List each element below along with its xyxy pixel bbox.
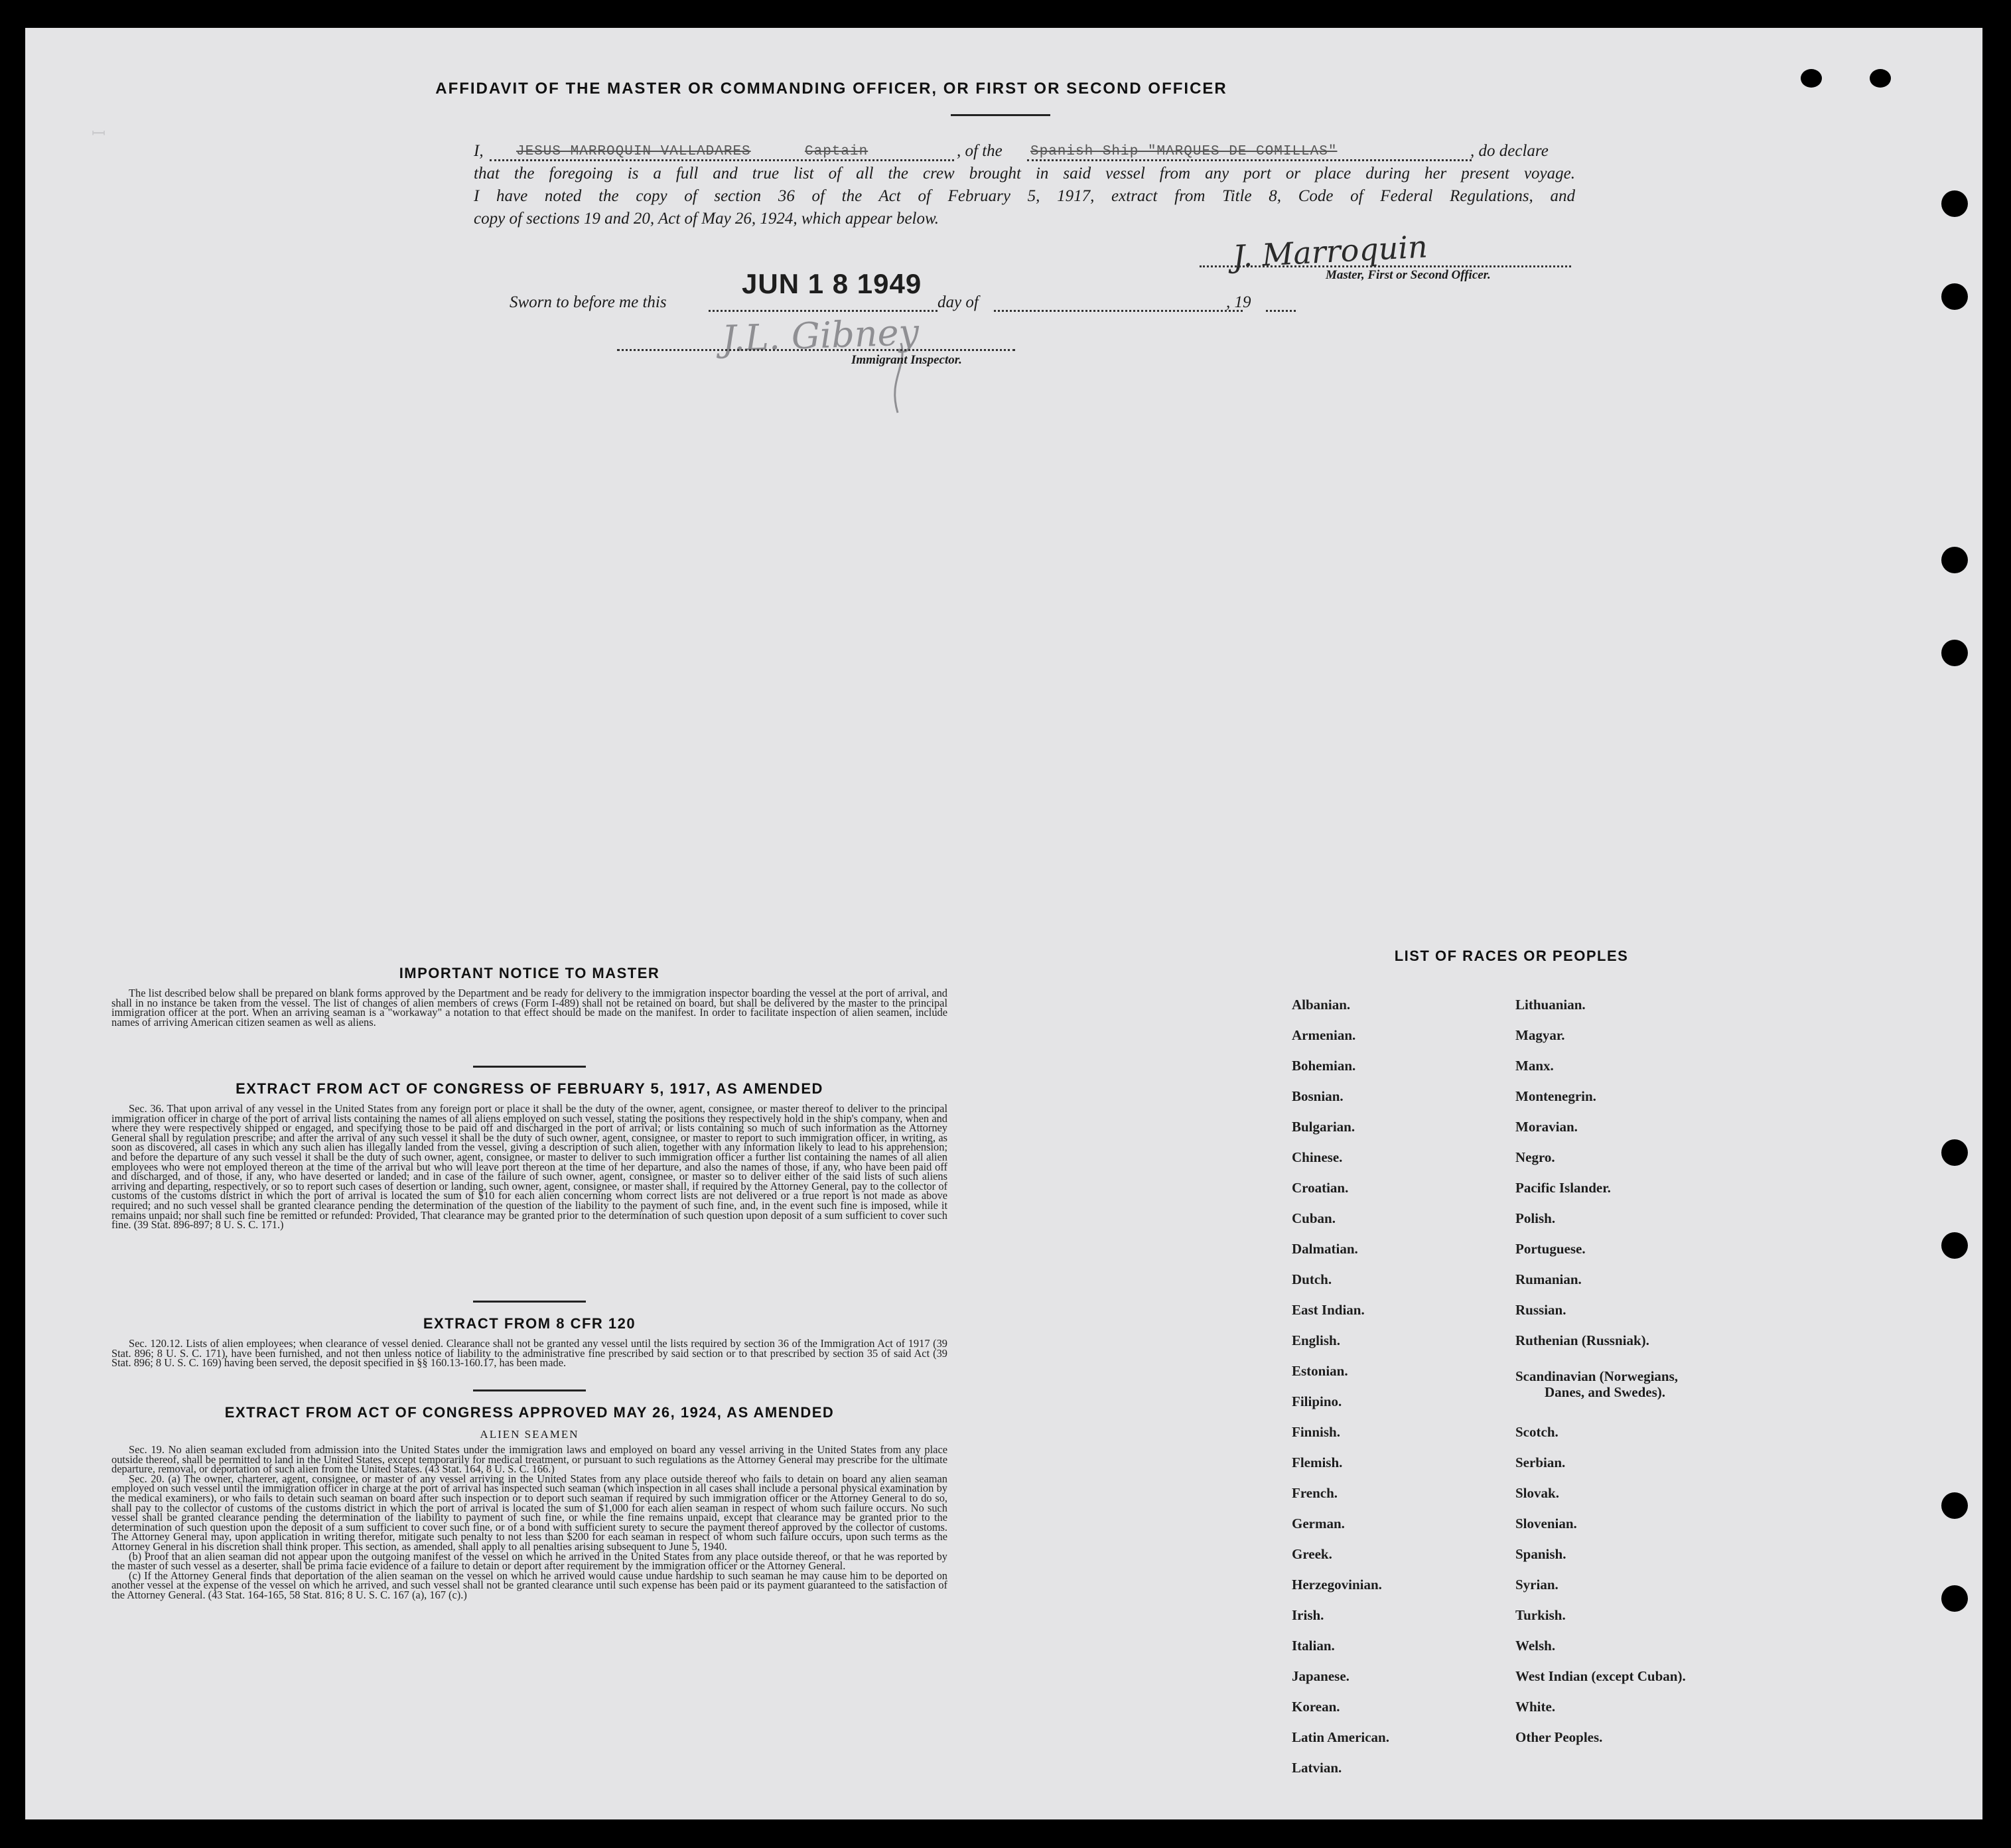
extract-1924-body <box>111 1445 947 1600</box>
race-item: Moravian. <box>1515 1119 1578 1135</box>
race-item: Latvian. <box>1292 1760 1342 1776</box>
race-item: Pacific Islander. <box>1515 1180 1611 1196</box>
race-item: Negro. <box>1515 1149 1555 1165</box>
race-item: Dutch. <box>1292 1271 1332 1287</box>
race-item: Albanian. <box>1292 997 1351 1013</box>
punch-hole-icon <box>1941 283 1968 310</box>
race-item: Welsh. <box>1515 1638 1556 1654</box>
race-item: Greek. <box>1292 1546 1332 1562</box>
race-item: Chinese. <box>1292 1149 1343 1165</box>
extract-1924-subtitle: ALIEN SEAMEN <box>480 1428 579 1441</box>
notice-title: IMPORTANT NOTICE TO MASTER <box>399 965 660 981</box>
divider <box>473 1389 586 1391</box>
form-page <box>25 28 1982 1819</box>
race-item: Lithuanian. <box>1515 997 1586 1013</box>
race-item: Slovenian. <box>1515 1516 1577 1531</box>
bleed-through-mark: ꟷ <box>92 123 106 143</box>
race-item: Finnish. <box>1292 1424 1340 1440</box>
extract-1924-title: EXTRACT FROM ACT OF CONGRESS APPROVED MAY 26, 1924, AS AMENDED <box>224 1404 835 1421</box>
race-item: Italian. <box>1292 1638 1335 1654</box>
extract-1917-text: Sec. 36. That upon arrival of any vessel in the United States from any foreign port or place it shall be the duty of the owner, agent, consignee, or master thereof to deliver to the principal immigration officer in charge of the port of arrival lists containing the names of all aliens employed on such vessel, stating the positions they respectively hold in the ship's company, when and where they were respectively shipped or engaged, and specifying those to be paid off and discharged in the port of arrival; or lists containing so much of such information as the Attorney General shall by regulation prescribe; and after the arrival of any such vessel it shall be the duty of such owner, agent, consignee, or master to report to such immigration officer, in writing, as soon as discovered, all cases in which any such alien has illegally landed from the vessel, giving a description of such alien, together with any information likely to lead to his apprehension; and before the departure of any such vessel it shall be the duty of such owner, agent, consignee, or master to deliver to such immigration officer a further list containing the names of all alien employees who were not employed thereon at the time of the arrival but who will leave port thereon at the time of her departure, and also the names of those, if any, who have been paid off and discharged, and of those, if any, who have deserted or landed; and in case of the failure of such owner, agent, consignee, or master so to deliver either of the said lists of such aliens arriving and departing, respectively, or so to report such cases of desertion or landing, such owner, agent, consignee, or master shall, if required by the Attorney General, pay to the collector of customs of the customs district in which the port of arrival is located the sum of $10 for each alien concerning whom correct lists are not delivered or a true report is not made as above required; and no such vessel shall be granted clearance pending the determination of the question of the liability to the payment of such fine, and, in the event such fine is imposed, while it remains unpaid; nor shall such fine be remitted or refunded: Provided, That clearance may be granted prior to the determination of such question upon deposit of a sum sufficient to cover such fine. (39 Stat. 896-897; 8 U. S. C. 171.) <box>111 1102 947 1232</box>
race-item: Flemish. <box>1292 1455 1343 1470</box>
day-of-label: day of <box>937 293 979 311</box>
race-item: Croatian. <box>1292 1180 1349 1196</box>
extract-1924-sec-20b: (b) Proof that an alien seaman did not appear upon the outgoing manifest of the vessel on which he arrived in the United States from any place outside thereof, or that he was reported by the master of such vessel as a deserter, shall be prima facie evidence of a failure to detain or deport after requirement by the immigration officer or the Attorney General. <box>111 1549 947 1573</box>
race-item: Rumanian. <box>1515 1271 1582 1287</box>
master-name-line <box>490 159 954 161</box>
race-item: Other Peoples. <box>1515 1729 1603 1745</box>
master-signature-line <box>1200 265 1571 267</box>
race-item: Portuguese. <box>1515 1241 1586 1257</box>
race-item: Scotch. <box>1515 1424 1559 1440</box>
extract-cfr-title: EXTRACT FROM 8 CFR 120 <box>423 1315 636 1332</box>
race-item: Montenegrin. <box>1515 1088 1596 1104</box>
race-item: Slovak. <box>1515 1485 1559 1501</box>
race-item: Japanese. <box>1292 1668 1350 1684</box>
affidavit-title: AFFIDAVIT OF THE MASTER OR COMMANDING OFFICER, OR FIRST OR SECOND OFFICER <box>435 80 1227 98</box>
affidavit-line-3: I have noted the copy of section 36 of the Act of February 5, 1917, extract from Title 8, Code of Federal Regulations, and <box>474 187 1575 205</box>
date-stamp: JUN 1 8 1949 <box>742 268 922 299</box>
ship-line <box>1027 159 1472 161</box>
divider <box>473 1066 586 1068</box>
race-item: French. <box>1292 1485 1338 1501</box>
race-item: Bohemian. <box>1292 1058 1356 1074</box>
affidavit-line-4: copy of sections 19 and 20, Act of May 26, 1924, which appear below. <box>474 210 939 228</box>
race-item: Manx. <box>1515 1058 1554 1074</box>
notice-body <box>111 989 947 1027</box>
race-item: White. <box>1515 1699 1556 1715</box>
race-item: Polish. <box>1515 1210 1556 1226</box>
signature-stroke <box>881 340 921 419</box>
race-item: Latin American. <box>1292 1729 1389 1745</box>
punch-hole-icon <box>1870 69 1891 88</box>
race-item: Serbian. <box>1515 1455 1566 1470</box>
ship-name-typed: Spanish Ship "MARQUES DE COMILLAS" <box>1030 144 1338 159</box>
punch-hole-icon <box>1941 1585 1968 1612</box>
race-item: Turkish. <box>1515 1607 1566 1623</box>
race-item: Korean. <box>1292 1699 1340 1715</box>
race-item: Danes, and Swedes). <box>1545 1384 1666 1400</box>
affidavit-i-label: I, <box>474 142 484 160</box>
race-item: West Indian (except Cuban). <box>1515 1668 1686 1684</box>
races-title: LIST OF RACES OR PEOPLES <box>1394 948 1629 964</box>
extract-1924-sec-19: Sec. 19. No alien seaman excluded from admission into the United States under the immigration laws and employed on board any vessel arriving in the United States from any place outside thereof, shall be permitted to land in the United States, except temporarily for medical treatment, or pursuant to such regulations as the Attorney General may prescribe for the ultimate departure, removal, or deportation of such alien from the United States. (43 Stat. 164, 8 U. S. C. 166.) <box>111 1443 947 1476</box>
extract-cfr-body <box>111 1339 947 1368</box>
race-item: Armenian. <box>1292 1027 1356 1043</box>
race-item: Bosnian. <box>1292 1088 1344 1104</box>
sworn-label: Sworn to before me this <box>510 293 667 311</box>
extract-1917-body <box>111 1104 947 1230</box>
punch-hole-icon <box>1941 1232 1968 1259</box>
extract-cfr-text: Sec. 120.12. Lists of alien employees; when clearance of vessel denied. Clearance shall not be granted any vessel until the lists required by section 36 of the Immigration Act of 1917 (39 Stat. 896; 8 U. S. C. 171), have been furnished, and not then unless notice of liability to the administrative fine prescribed by said section or to that prescribed by section 35 of said Act (39 Stat. 896; 8 U. S. C. 169) having been served, the deposit specified in §§ 160.13-160.17, has been made. <box>111 1337 947 1370</box>
extract-1924-sec-20c: (c) If the Attorney General finds that deportation of the alien seaman on the vessel on which he arrived would cause undue hardship to such seaman he may cause him to be deported on another vessel at the expense of the vessel on which he arrived, and such vessel shall not be granted clearance until such expense has been paid or its payment guaranteed to the satisfaction of the Attorney General. (43 Stat. 164-165, 58 Stat. 816; 8 U. S. C. 167 (a), 167 (c).) <box>111 1569 947 1601</box>
inspector-signature-line <box>617 349 1015 351</box>
race-item: Syrian. <box>1515 1577 1559 1593</box>
punch-hole-icon <box>1941 547 1968 573</box>
month-line <box>994 310 1243 312</box>
punch-hole-icon <box>1941 640 1968 666</box>
race-item: Herzegovinian. <box>1292 1577 1382 1593</box>
do-declare-label: , do declare <box>1470 142 1549 160</box>
race-item: Estonian. <box>1292 1363 1348 1379</box>
race-item: Scandinavian (Norwegians, <box>1515 1368 1679 1384</box>
year-line <box>1266 310 1296 312</box>
race-item: Russian. <box>1515 1302 1566 1318</box>
rank-typed: Captain <box>805 144 868 159</box>
master-signature: J. Marroquin <box>1231 228 1428 275</box>
year-label: , 19 <box>1226 293 1251 311</box>
punch-hole-icon <box>1941 1492 1968 1519</box>
race-item: Irish. <box>1292 1607 1324 1623</box>
race-item: Dalmatian. <box>1292 1241 1358 1257</box>
inspector-caption: Immigrant Inspector. <box>851 353 962 367</box>
punch-hole-icon <box>1941 190 1968 217</box>
race-item: Filipino. <box>1292 1393 1342 1409</box>
punch-hole-icon <box>1801 69 1822 88</box>
inspector-signature: J.L. Gibney <box>721 311 920 360</box>
master-caption: Master, First or Second Officer. <box>1326 268 1491 282</box>
race-item: English. <box>1292 1332 1340 1348</box>
master-name-typed: JESUS MARROQUIN VALLADARES <box>516 144 751 159</box>
race-item: Ruthenian (Russniak). <box>1515 1332 1649 1348</box>
divider <box>473 1301 586 1303</box>
of-the-label: , of the <box>957 142 1003 160</box>
race-item: Magyar. <box>1515 1027 1565 1043</box>
race-item: East Indian. <box>1292 1302 1365 1318</box>
extract-1924-sec-20a: Sec. 20. (a) The owner, charterer, agent, consignee, or master of any vessel arriving in the United States from any place outside thereof who fails to detain on board any alien seaman employed on such vessel until the immigration officer in charge at the port of arrival has inspected such seaman (which inspection in all cases shall include a personal physical examination by the medical examiners), or who fails to detain such seaman on board after such inspection or to deport such seaman if required by such immigration officer or the Attorney General to do so, shall pay to the collector of customs of the customs district in which the port of arrival is located the sum of $1,000 for each alien seaman in respect of whom such failure occurs. No such vessel shall be granted clearance pending the determination of the liability to payment of such fine, or while the fine remains unpaid, except that clearance may be granted prior to the determination of such question upon the deposit of a sum sufficient to cover such fine, or of a bond with sufficient surety to secure the payment thereof approved by the collector of customs. The Attorney General may, upon application in writing therefor, mitigate such penalty to not less than $200 for each seaman in respect of whom such failure occurs, upon such terms as the Attorney General in his discretion shall think proper. This section, as amended, shall apply to all penalties arising subsequent to June 5, 1940. <box>111 1472 947 1553</box>
divider <box>951 114 1050 116</box>
punch-hole-icon <box>1941 1139 1968 1166</box>
affidavit-line-2: that the foregoing is a full and true list of all the crew brought in said vessel from any port or place during her present voyage. <box>474 165 1575 182</box>
race-item: Spanish. <box>1515 1546 1566 1562</box>
notice-body-text: The list described below shall be prepared on blank forms approved by the Department and be ready for delivery to the immigration inspector boarding the vessel at the port of arrival, and shall in no instance be taken from the vessel. The list of changes of alien members of crews (Form I-489) shall not be retained on board, but shall be delivered by the master to the principal immigration officer at the port. When an arriving seaman is a "workaway" a notation to that effect should be made on the manifest. In order to facilitate inspection of alien seamen, include names of arriving American citizen seamen as well as aliens. <box>111 987 947 1029</box>
race-item: Bulgarian. <box>1292 1119 1355 1135</box>
race-item: German. <box>1292 1516 1345 1531</box>
extract-1917-title: EXTRACT FROM ACT OF CONGRESS OF FEBRUARY 5, 1917, AS AMENDED <box>236 1080 823 1097</box>
race-item: Cuban. <box>1292 1210 1336 1226</box>
